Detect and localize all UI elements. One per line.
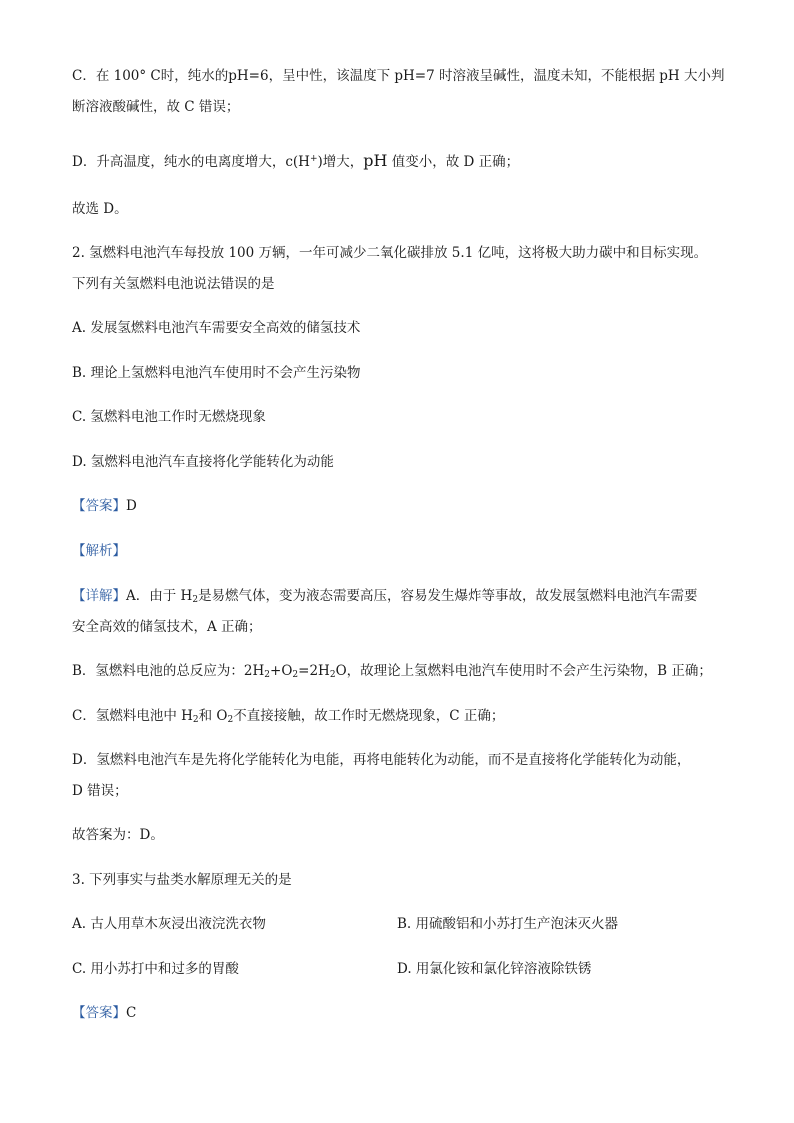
q2-detail-d-line2: D 错误； [72,783,128,799]
q2-detail-a-line1: 【详解】A．由于 $H_2$是易燃气体，变为液态需要高压，容易发生爆炸等事故，故发展氢燃料电池汽车需要 [72,588,698,605]
q2-detail-b: B．氢燃料电池的总反应为：$2H_2+O_2=2H_2O$，故理论上氢燃料电池汽车使用时不会产生污染物，B 正确； [72,663,712,680]
detail-tag: 【详解】 [72,588,126,604]
q1-option-d-explanation: D．升高温度，纯水的电离度增大，c(H+)增大，pH 值变小，故 D 正确； [72,151,520,170]
q2-stem-line2: 下列有关氢燃料电池说法错误的是 [72,276,275,292]
q1-option-c-explanation-line2: 断溶液酸碱性，故 C 错误； [72,99,240,115]
q2-stem-line1: 2. 氢燃料电池汽车每投放 100 万辆，一年可减少二氧化碳排放 5.1 亿吨，这将极大助力碳中和目标实现。 [72,245,708,261]
q3-stem: 3. 下列事实与盐类水解原理无关的是 [72,872,292,888]
q2-option-c: C. 氢燃料电池工作时无燃烧现象 [72,409,266,425]
answer-value: D [126,498,137,514]
q3-answer [72,1003,136,1023]
q2-analysis-heading: 【解析】 [72,543,126,559]
q3-option-b: B. 用硫酸铝和小苏打生产泡沫灭火器 [397,916,619,932]
q1-conclusion: 故选 D。 [72,201,128,217]
q2-option-d: D. 氢燃料电池汽车直接将化学能转化为动能 [72,454,334,470]
q3-option-c: C. 用小苏打中和过多的胃酸 [72,961,239,977]
q2-detail-c: C．氢燃料电池中 $H_2$和 $O_2$不直接接触，故工作时无燃烧现象，C 正确； [72,708,505,725]
q2-detail-d-line1: D．氢燃料电池汽车是先将化学能转化为电能，再将电能转化为动能，而不是直接将化学能转化为动能， [72,752,691,768]
q2-detail-a-line2: 安全高效的储氢技术，A 正确； [72,619,262,635]
q2-option-a: A. 发展氢燃料电池汽车需要安全高效的储氢技术 [72,320,361,336]
answer-value: C [126,1005,137,1021]
q3-option-d: D. 用氯化铵和氯化锌溶液除铁锈 [397,961,592,977]
q2-option-b: B. 理论上氢燃料电池汽车使用时不会产生污染物 [72,365,361,381]
answer-tag: 【答案】 [72,1005,126,1021]
q2-answer [72,496,137,516]
answer-tag: 【答案】 [72,498,126,514]
q1-option-c-explanation-line1: C．在 100° C时，纯水的pH=6，呈中性，该温度下 pH=7 时溶液呈碱性，温度未知，不能根据 pH 大小判 [72,68,725,84]
q2-conclusion: 故答案为：D。 [72,827,164,843]
q3-option-a: A. 古人用草木灰浸出液浣洗衣物 [72,916,266,932]
